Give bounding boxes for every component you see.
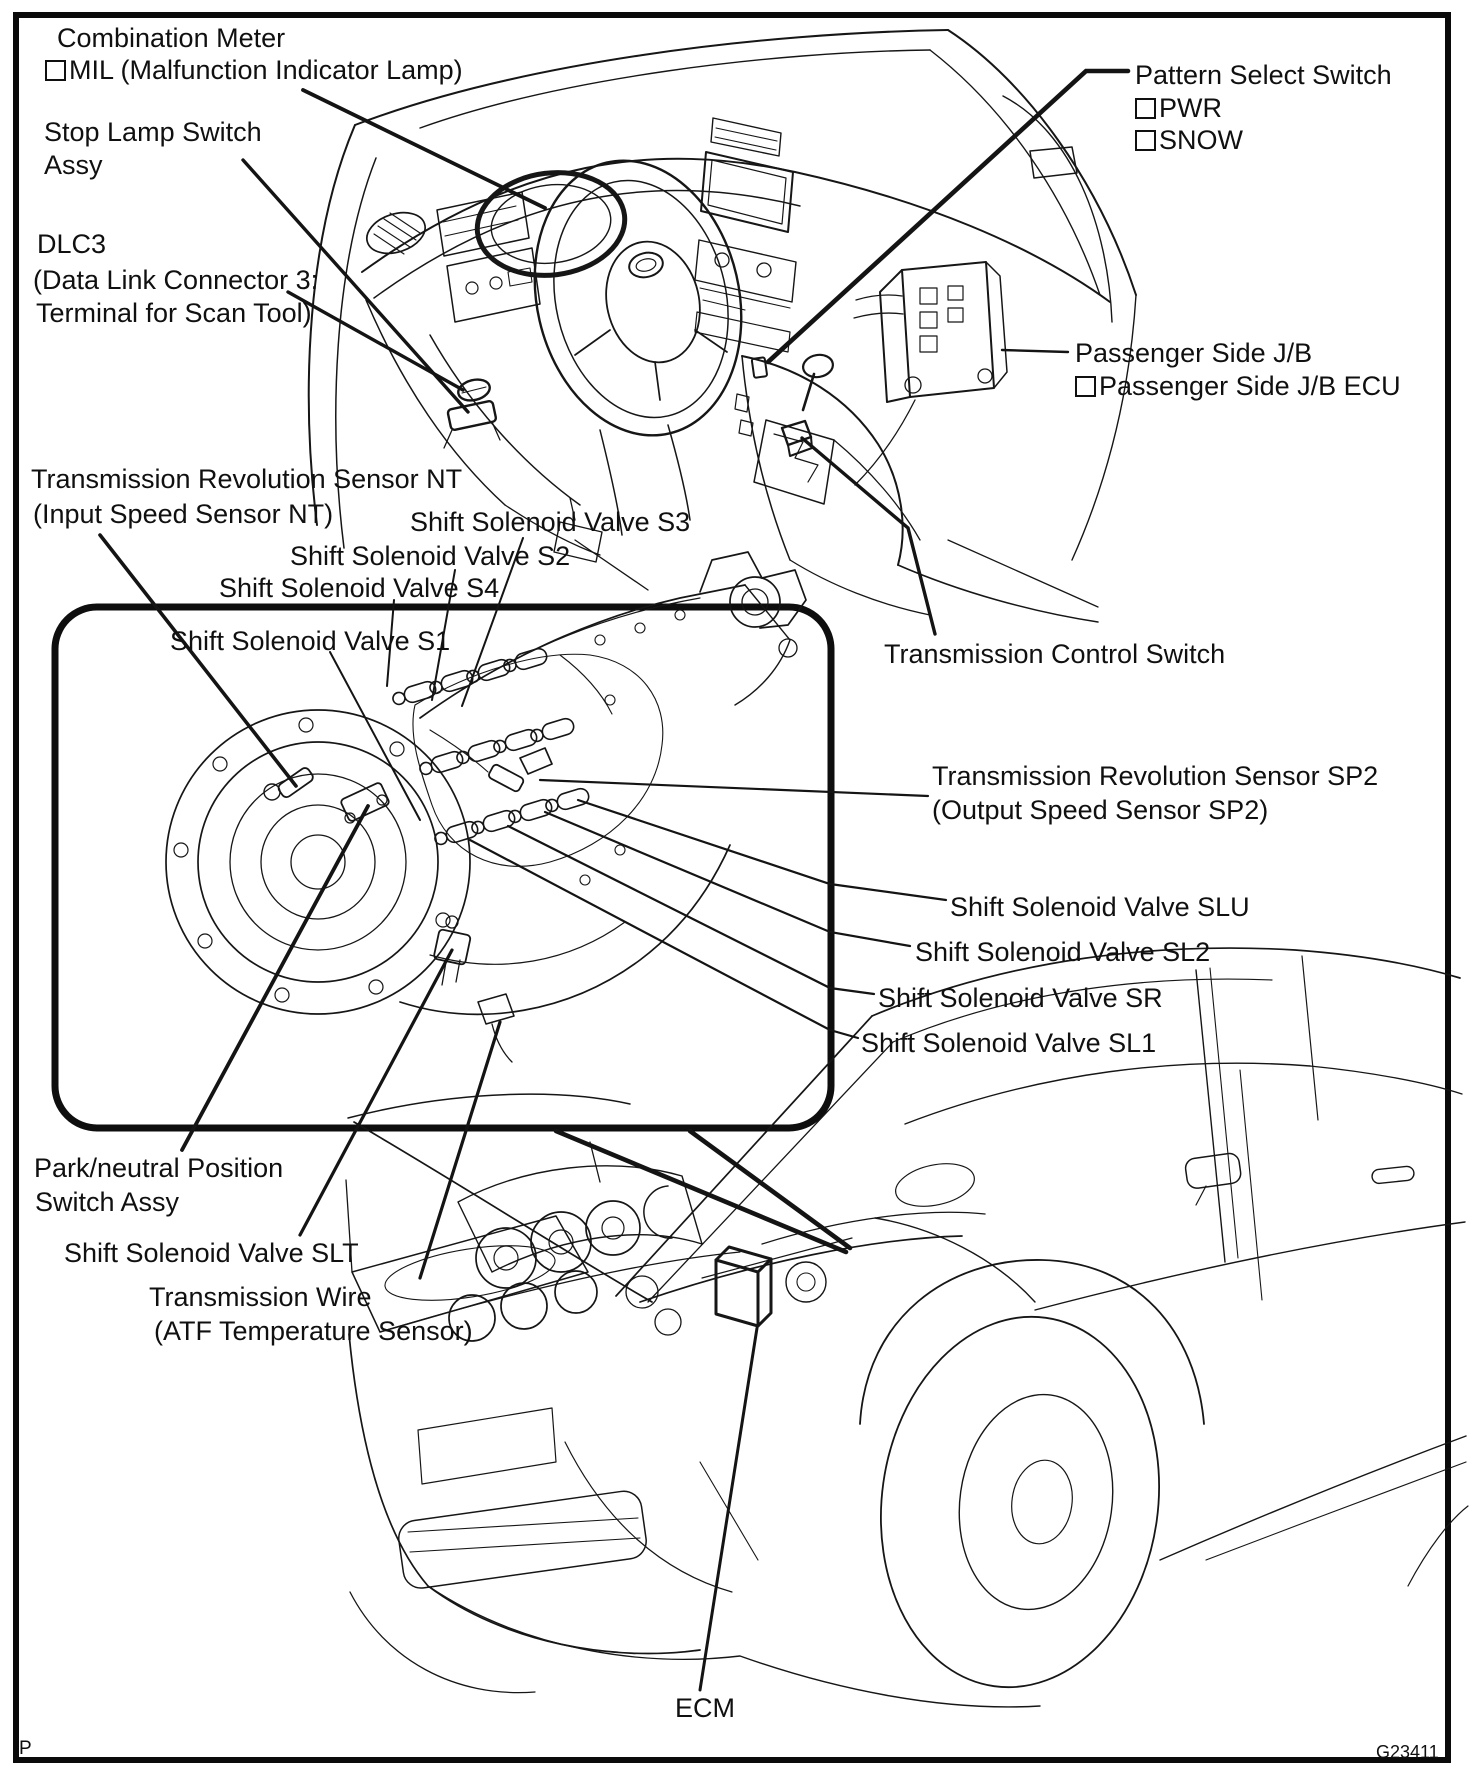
- front-wheel: [857, 1260, 1204, 1705]
- label-passenger-jb-ecu: Passenger Side J/B ECU: [1075, 370, 1401, 402]
- label-valve-s4: Shift Solenoid Valve S4: [219, 573, 500, 603]
- ecm-box: [716, 1247, 771, 1326]
- engine-block: [449, 1142, 702, 1341]
- label-transmission-wire: Transmission Wire: [149, 1282, 372, 1312]
- page-marker: P: [19, 1738, 32, 1759]
- leader-combination-meter: [303, 90, 545, 208]
- label-pattern-snow: SNOW: [1135, 124, 1243, 156]
- passenger-jb-box: [854, 262, 1007, 485]
- label-nt-sensor: Transmission Revolution Sensor NT: [31, 464, 463, 494]
- checkbox-icon: [1075, 376, 1096, 397]
- leader-ecm: [700, 1328, 757, 1690]
- figure-code: G23411: [1376, 1742, 1439, 1762]
- label-pattern-select-switch: Pattern Select Switch: [1135, 60, 1392, 90]
- solenoid-row-lower: [433, 787, 591, 848]
- stop-lamp-switch-part: [444, 400, 500, 448]
- solenoid-row-middle: [418, 717, 576, 778]
- label-dlc3-3: Terminal for Scan Tool): [36, 298, 312, 328]
- leader-transmission-control-switch: [802, 438, 935, 634]
- label-park-neutral-2: Switch Assy: [35, 1187, 180, 1217]
- checkbox-icon: [1135, 130, 1156, 151]
- door-handle: [1371, 1166, 1414, 1184]
- nt-sensor-part: [264, 766, 315, 800]
- label-mil: MIL (Malfunction Indicator Lamp): [45, 54, 463, 86]
- label-valve-s3: Shift Solenoid Valve S3: [410, 507, 691, 537]
- steering-wheel: [508, 140, 767, 456]
- leader-sp2: [540, 780, 928, 796]
- shift-knob: [801, 353, 834, 380]
- label-nt-sensor-2: (Input Speed Sensor NT): [33, 499, 334, 529]
- callout-pointer-left: [556, 1131, 846, 1252]
- label-stop-lamp-switch-2: Assy: [44, 150, 103, 180]
- label-dlc3: DLC3: [37, 229, 107, 259]
- leader-park-neutral: [182, 806, 368, 1150]
- checkbox-icon: [45, 60, 66, 81]
- leader-transmission-wire: [420, 1022, 500, 1278]
- checkbox-icon: [1135, 98, 1156, 119]
- label-sp2-sensor: Transmission Revolution Sensor SP2: [932, 761, 1379, 791]
- label-valve-slt: Shift Solenoid Valve SLT: [64, 1238, 359, 1268]
- detail-callout-box: [55, 607, 831, 1128]
- label-park-neutral: Park/neutral Position: [34, 1153, 284, 1183]
- label-valve-s1: Shift Solenoid Valve S1: [170, 626, 451, 656]
- label-transmission-control-switch: Transmission Control Switch: [884, 639, 1226, 669]
- side-mirror: [1184, 1152, 1242, 1189]
- label-stop-lamp-switch: Stop Lamp Switch: [44, 117, 262, 147]
- label-valve-sl1: Shift Solenoid Valve SL1: [861, 1028, 1157, 1058]
- label-sp2-sensor-2: (Output Speed Sensor SP2): [932, 795, 1269, 825]
- label-valve-sl2: Shift Solenoid Valve SL2: [915, 937, 1211, 967]
- label-valve-sr: Shift Solenoid Valve SR: [878, 983, 1163, 1013]
- transmission-wire-part: [478, 994, 514, 1062]
- label-transmission-wire-2: (ATF Temperature Sensor): [154, 1316, 473, 1346]
- leader-sl2: [545, 812, 910, 946]
- label-dlc3-2: (Data Link Connector 3:: [33, 265, 319, 295]
- label-valve-slu: Shift Solenoid Valve SLU: [950, 892, 1250, 922]
- label-passenger-jb: Passenger Side J/B: [1075, 338, 1313, 368]
- leader-slt: [300, 950, 452, 1235]
- label-pattern-pwr: PWR: [1135, 92, 1222, 124]
- leader-passenger-jb: [1002, 350, 1068, 352]
- car-illustration: [346, 948, 1468, 1707]
- label-valve-s2: Shift Solenoid Valve S2: [290, 541, 571, 571]
- label-combination-meter: Combination Meter: [57, 23, 286, 53]
- transmission-control-switch-part: [782, 421, 812, 456]
- label-ecm: ECM: [675, 1693, 735, 1723]
- bell-housing: [166, 710, 470, 1014]
